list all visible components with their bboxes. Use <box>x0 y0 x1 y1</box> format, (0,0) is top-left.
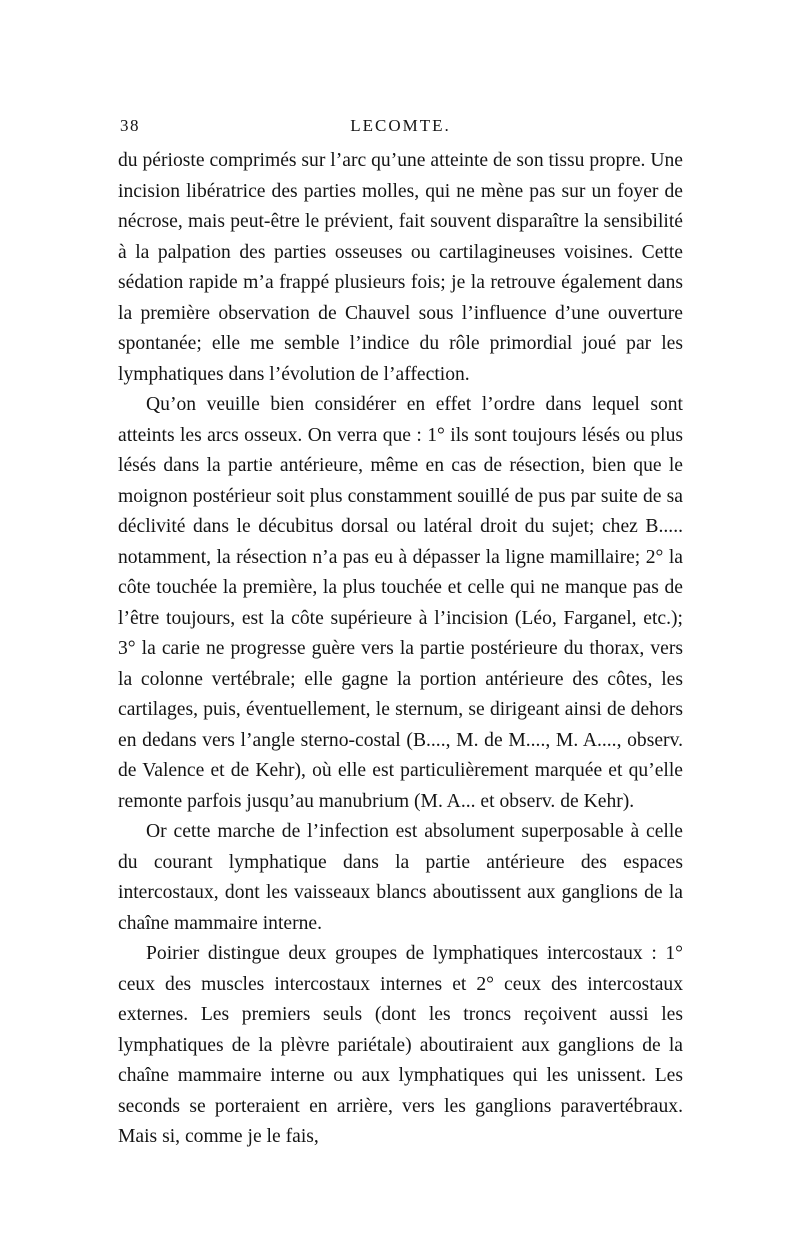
page-number: 38 <box>120 116 140 135</box>
book-page <box>118 110 683 1153</box>
paragraph-3: Or cette marche de l’infection est absolument superposable à celle du courant lymphatique dans la partie antérieure des espaces intercostaux, dont les vaisseaux blancs aboutissent aux ganglions de la chaîne mammaire interne. <box>118 821 683 934</box>
paragraph-4: Poirier distingue deux groupes de lymphatiques intercostaux : 1° ceux des muscles intercostaux internes et 2° ceux des intercostaux externes. Les premiers seuls (dont les troncs reçoivent aussi les lymphatiques de la plèvre pariétale) aboutiraient aux ganglions de la chaîne mammaire interne ou aux lymphatiques qui les unissent. Les seconds se porteraient en arrière, vers les ganglions paravertébraux. Mais si, comme je le fais, <box>118 943 683 1147</box>
running-head: LECOMTE. <box>350 116 451 135</box>
page-header <box>118 110 683 140</box>
paragraph-1: du périoste comprimés sur l’arc qu’une atteinte de son tissu propre. Une incision libératrice des parties molles, qui ne mène pas sur un foyer de nécrose, mais peut-être le prévient, fait souvent disparaître la sensibilité à la palpation des parties osseuses ou cartilagineuses voisines. Cette sédation rapide m’a frappé plusieurs fois; je la retrouve également dans la première observation de Chauvel sous l’influence d’une ouverture spontanée; elle me semble l’indice du rôle primordial joué par les lymphatiques dans l’évolution de l’affection. <box>118 150 683 385</box>
body-text <box>118 146 683 1153</box>
paragraph-2: Qu’on veuille bien considérer en effet l’ordre dans lequel sont atteints les arcs osseux. On verra que : 1° ils sont toujours lésés ou plus lésés dans la partie antérieure, même en cas de résection, bien que le moignon postérieur soit plus constamment souillé de pus par suite de sa déclivité dans le décubitus dorsal ou latéral droit du sujet; chez B..... notamment, la résection n’a pas eu à dépasser la ligne mamillaire; 2° la côte touchée la première, la plus touchée et celle qui ne manque pas de l’être toujours, est la côte supérieure à l’incision (Léo, Farganel, etc.); 3° la carie ne progresse guère vers la partie postérieure du thorax, vers la colonne vertébrale; elle gagne la portion antérieure des côtes, les cartilages, puis, éventuellement, le sternum, se dirigeant ainsi de dehors en dedans vers l’angle sterno-costal (B...., M. de M...., M. A...., observ. de Valence et de Kehr), où elle est particulièrement marquée et qu’elle remonte parfois jusqu’au manubrium (M. A... et observ. de Kehr). <box>118 394 683 812</box>
